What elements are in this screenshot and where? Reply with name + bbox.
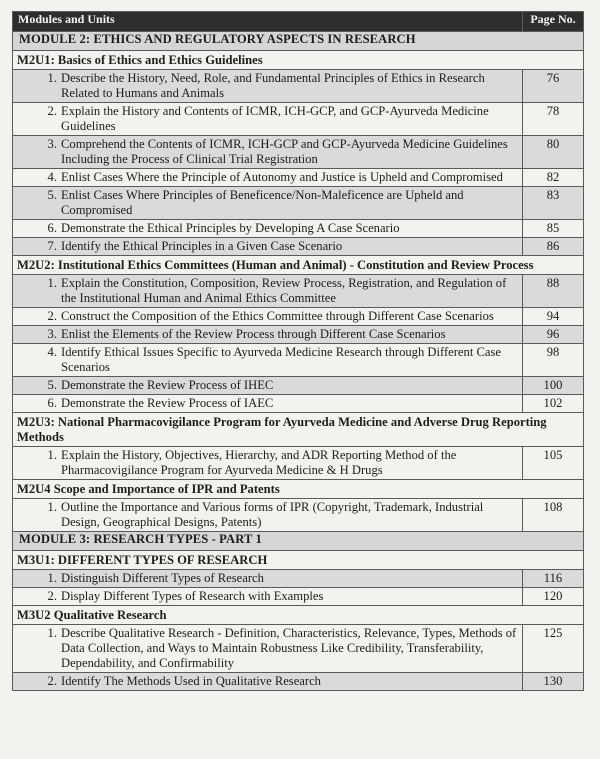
unit-heading-row [13,256,584,275]
toc-entry [13,570,523,588]
toc-entry-row [13,673,584,691]
contents-body [13,32,584,691]
entry-page-number: 105 [523,447,584,480]
entry-number: 5. [47,378,57,392]
unit-heading-row [13,606,584,625]
entry-page-number: 88 [523,275,584,308]
toc-entry-row [13,344,584,377]
toc-entry [13,70,523,103]
module-title: MODULE 3: RESEARCH TYPES - PART 1 [13,532,584,551]
entry-number: 1. [47,448,57,462]
toc-entry-row [13,238,584,256]
entry-title: Demonstrate the Review Process of IAEC [61,396,274,410]
toc-entry [13,673,523,691]
toc-entry-row [13,625,584,673]
column-header-modules: Modules and Units [13,12,523,32]
entry-title: Display Different Types of Research with Examples [61,589,324,603]
toc-entry [13,220,523,238]
entry-title: Identify Ethical Issues Specific to Ayurveda Medicine Research through Different Case Scenarios [61,345,501,374]
entry-number: 6. [47,396,57,410]
entry-number: 2. [47,104,57,118]
entry-page-number: 85 [523,220,584,238]
entry-number: 7. [47,239,57,253]
entry-number: 1. [47,71,57,85]
toc-entry [13,326,523,344]
entry-title: Enlist the Elements of the Review Process through Different Case Scenarios [61,327,446,341]
entry-title: Explain the History and Contents of ICMR, ICH-GCP, and GCP-Ayurveda Medicine Guidelines [61,104,489,133]
entry-number: 2. [47,309,57,323]
toc-entry-row [13,570,584,588]
toc-entry [13,308,523,326]
unit-title: M3U1: DIFFERENT TYPES OF RESEARCH [13,551,584,570]
unit-title: M2U2: Institutional Ethics Committees (Human and Animal) - Constitution and Review Process [13,256,584,275]
unit-heading-row [13,51,584,70]
unit-title: M2U3: National Pharmacovigilance Program for Ayurveda Medicine and Adverse Drug Reporting Methods [13,413,584,447]
column-header-page: Page No. [523,12,584,32]
toc-entry [13,588,523,606]
module-heading-row [13,32,584,51]
entry-title: Explain the Constitution, Composition, Review Process, Registration, and Regulation of the Institutional Human and Animal Ethics Committee [61,276,507,305]
entry-page-number: 125 [523,625,584,673]
toc-entry [13,275,523,308]
unit-title: M2U1: Basics of Ethics and Ethics Guidelines [13,51,584,70]
entry-title: Identify the Ethical Principles in a Given Case Scenario [61,239,343,253]
entry-number: 1. [47,626,57,640]
toc-entry-row [13,395,584,413]
entry-title: Demonstrate the Ethical Principles by Developing A Case Scenario [61,221,400,235]
toc-entry [13,395,523,413]
entry-title: Outline the Importance and Various forms of IPR (Copyright, Trademark, Industrial Design, Geographical Designs, Patents) [61,500,484,529]
entry-number: 1. [47,571,57,585]
entry-number: 3. [47,327,57,341]
entry-page-number: 120 [523,588,584,606]
entry-title: Enlist Cases Where Principles of Beneficence/Non-Maleficence are Upheld and Compromised [61,188,464,217]
entry-page-number: 86 [523,238,584,256]
entry-page-number: 108 [523,499,584,532]
entry-title: Describe Qualitative Research - Definition, Characteristics, Relevance, Types, Methods of Data Collection, and Ways to Maintain Robustness Like Credibility, Transferability, Dependability, and Confirmability [61,626,517,670]
toc-entry [13,447,523,480]
entry-number: 3. [47,137,57,151]
toc-entry-row [13,326,584,344]
toc-entry [13,136,523,169]
entry-page-number: 83 [523,187,584,220]
module-title: MODULE 2: ETHICS AND REGULATORY ASPECTS IN RESEARCH [13,32,584,51]
entry-number: 6. [47,221,57,235]
entry-title: Distinguish Different Types of Research [61,571,264,585]
toc-entry-row [13,136,584,169]
contents-table [12,11,584,691]
entry-title: Explain the History, Objectives, Hierarchy, and ADR Reporting Method of the Pharmacovigilance Program for Ayurveda Medicine & H Drugs [61,448,457,477]
toc-entry [13,377,523,395]
unit-title: M3U2 Qualitative Research [13,606,584,625]
toc-entry [13,103,523,136]
entry-page-number: 98 [523,344,584,377]
toc-entry-row [13,103,584,136]
unit-heading-row [13,480,584,499]
entry-page-number: 82 [523,169,584,187]
entry-page-number: 80 [523,136,584,169]
entry-page-number: 116 [523,570,584,588]
toc-entry [13,625,523,673]
entry-page-number: 100 [523,377,584,395]
toc-entry-row [13,220,584,238]
toc-entry-row [13,447,584,480]
entry-title: Comprehend the Contents of ICMR, ICH-GCP and GCP-Ayurveda Medicine Guidelines Including the Process of Clinical Trial Registration [61,137,508,166]
unit-title: M2U4 Scope and Importance of IPR and Patents [13,480,584,499]
toc-entry [13,499,523,532]
entry-number: 1. [47,276,57,290]
toc-entry-row [13,499,584,532]
toc-entry-row [13,169,584,187]
entry-page-number: 76 [523,70,584,103]
entry-number: 1. [47,500,57,514]
entry-title: Describe the History, Need, Role, and Fundamental Principles of Ethics in Research Related to Humans and Animals [61,71,485,100]
unit-heading-row [13,551,584,570]
entry-number: 2. [47,589,57,603]
entry-page-number: 130 [523,673,584,691]
entry-number: 4. [47,170,57,184]
entry-title: Construct the Composition of the Ethics Committee through Different Case Scenarios [61,309,494,323]
entry-page-number: 102 [523,395,584,413]
toc-entry-row [13,275,584,308]
toc-entry-row [13,377,584,395]
toc-entry [13,238,523,256]
entry-page-number: 78 [523,103,584,136]
entry-page-number: 96 [523,326,584,344]
entry-page-number: 94 [523,308,584,326]
entry-number: 2. [47,674,57,688]
toc-entry-row [13,588,584,606]
toc-entry [13,187,523,220]
toc-entry-row [13,187,584,220]
table-header [13,12,584,32]
entry-title: Identify The Methods Used in Qualitative Research [61,674,321,688]
toc-entry [13,169,523,187]
entry-title: Enlist Cases Where the Principle of Autonomy and Justice is Upheld and Compromised [61,170,503,184]
entry-title: Demonstrate the Review Process of IHEC [61,378,274,392]
unit-heading-row [13,413,584,447]
module-heading-row [13,532,584,551]
toc-entry [13,344,523,377]
toc-entry-row [13,308,584,326]
entry-number: 5. [47,188,57,202]
entry-number: 4. [47,345,57,359]
toc-entry-row [13,70,584,103]
